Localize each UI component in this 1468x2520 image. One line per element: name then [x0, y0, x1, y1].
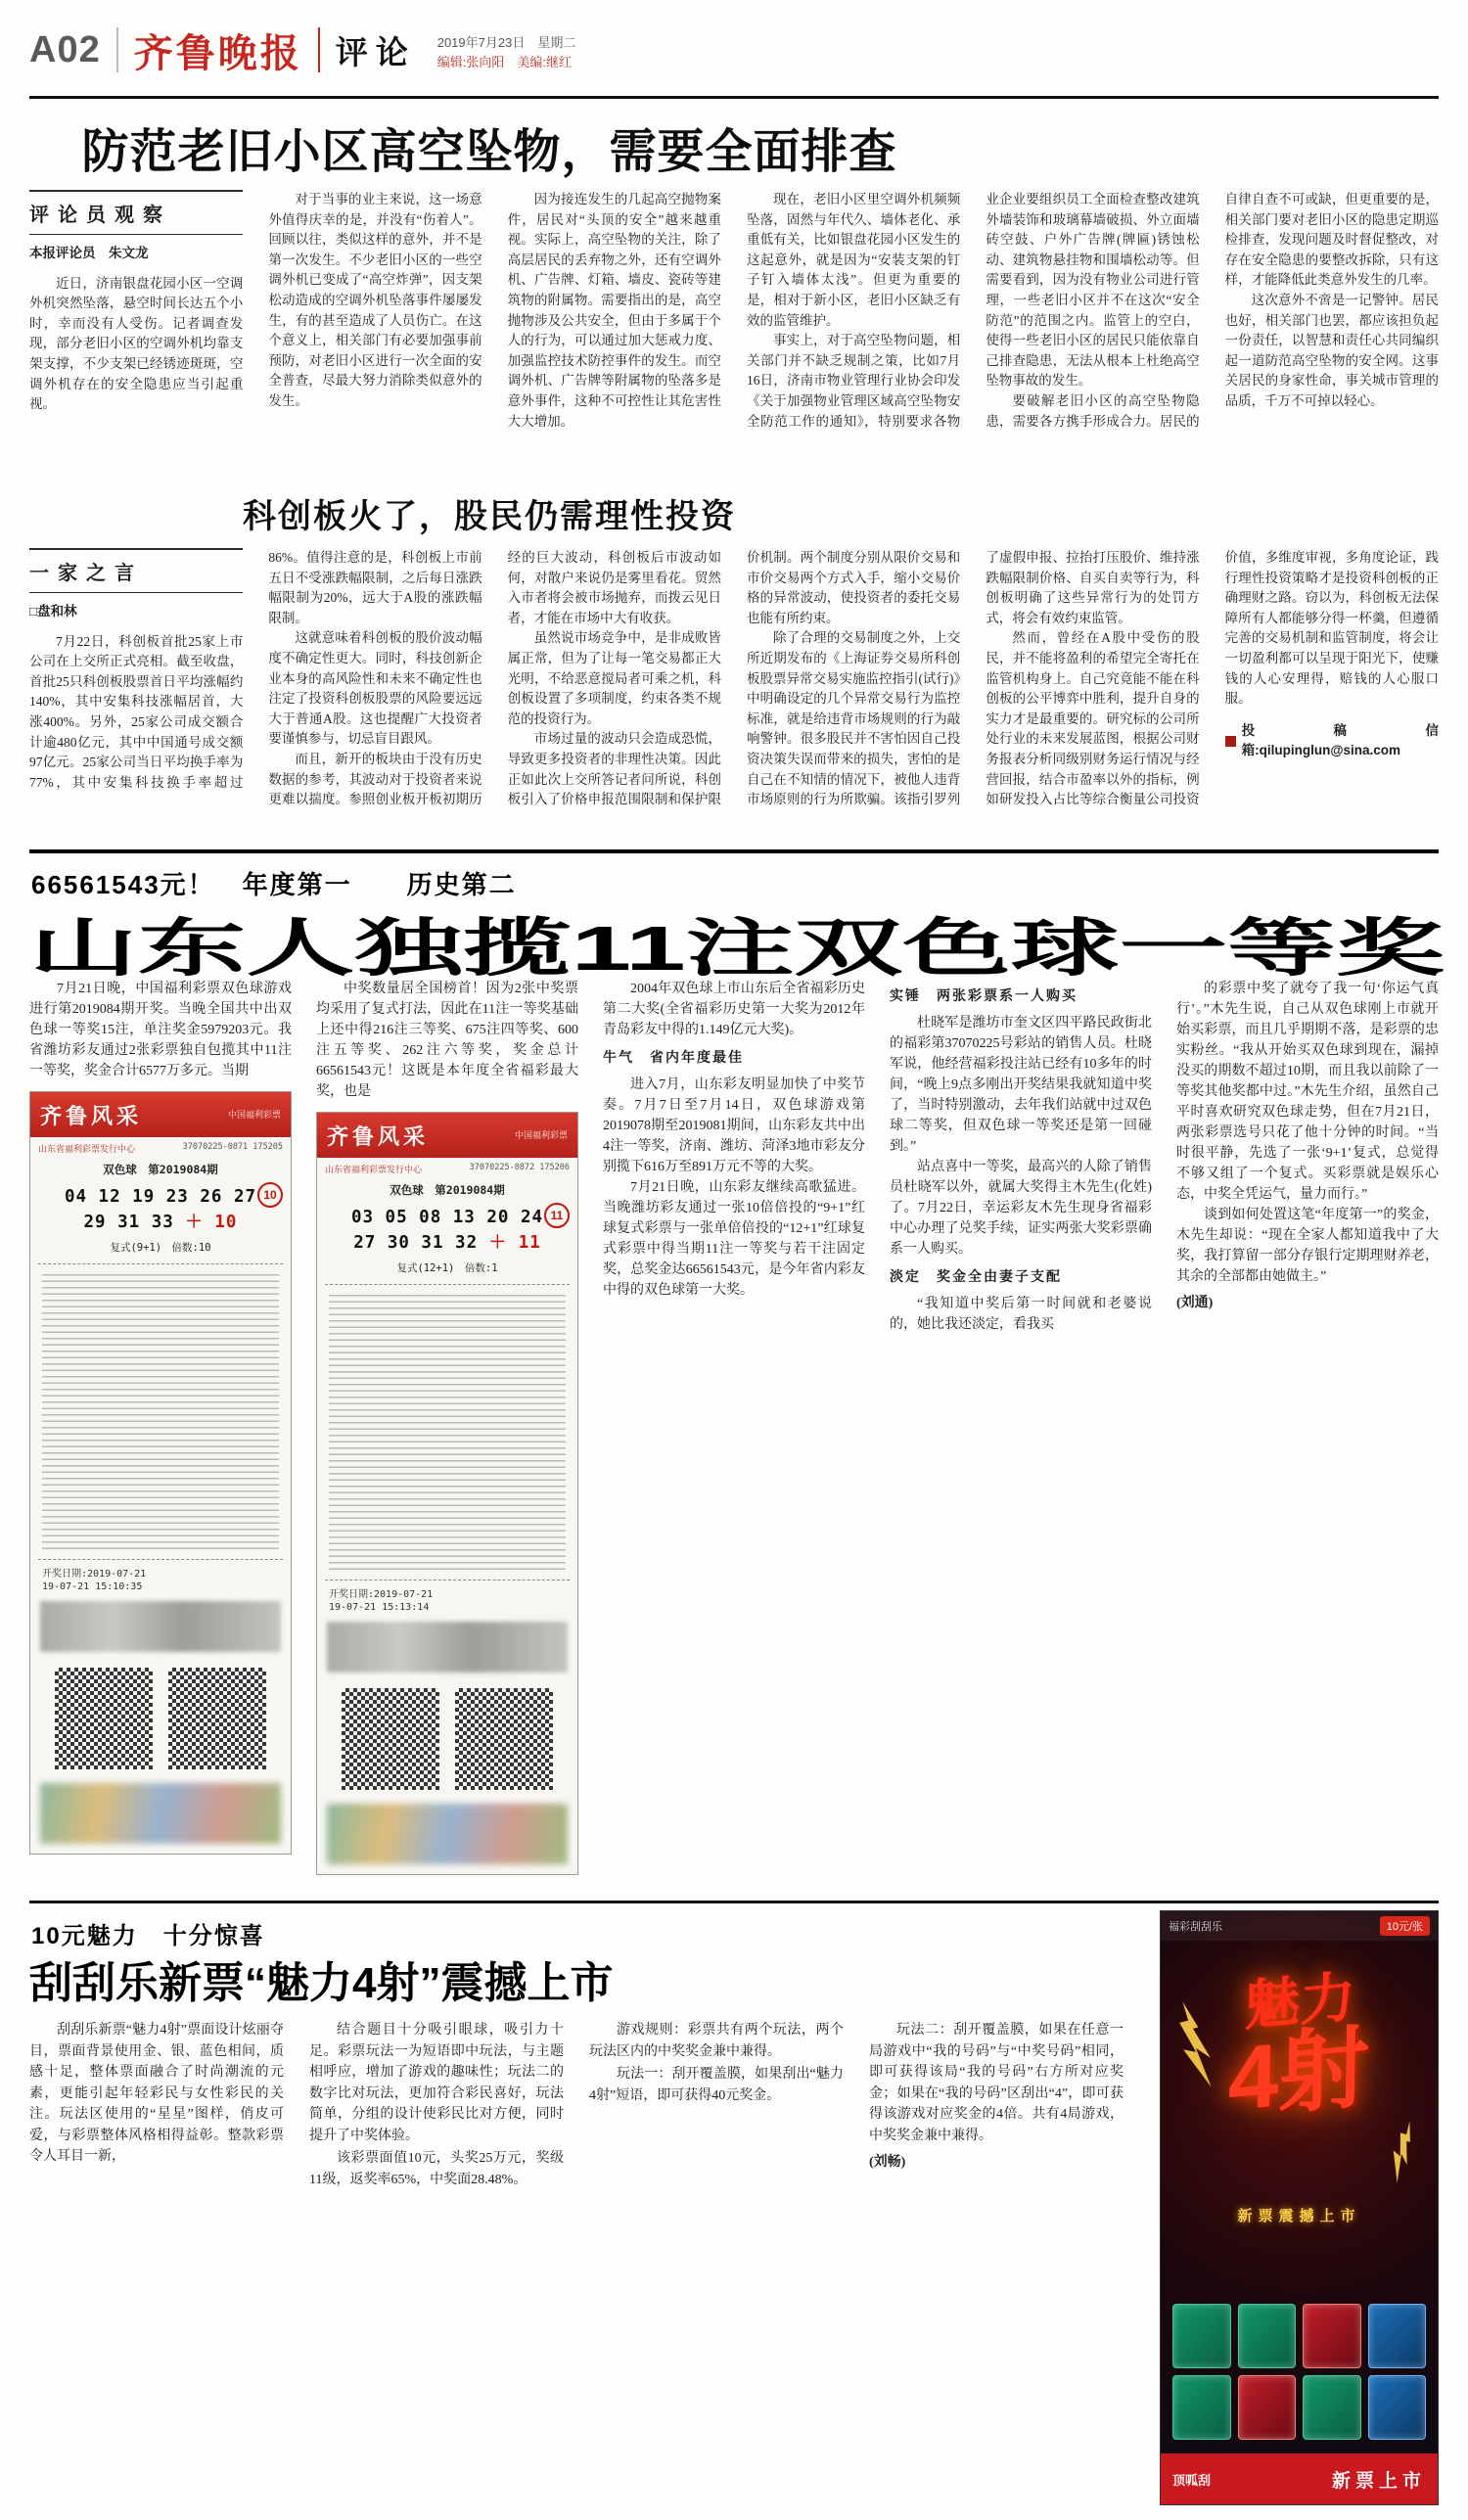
article1-column-label-box	[29, 190, 243, 235]
lottery-col-5	[1176, 979, 1439, 1313]
scratch-headline: 刮刮乐新票“魅力4射”震撼上市	[29, 1959, 614, 2007]
ticket-number-row	[323, 1230, 572, 1256]
ticket-color-strip	[40, 1783, 281, 1844]
lottery-byline: (刘通)	[1176, 1296, 1214, 1310]
lottery-col-2	[316, 979, 578, 1875]
ticket-date-line: 开奖日期:2019-07-21	[329, 1589, 434, 1600]
ticket-multiplier-badge: 10	[257, 1182, 283, 1208]
ticket-thumbnail	[1238, 2375, 1297, 2440]
paragraph: 玩法二：刮开覆盖膜，如果在任意一局游戏中“我的号码”与“中奖号码”相同，即可获得该局“我的号码”右方所对应奖金；如果在“我的号码”区刮出“4”，即可获得该游戏对应奖金的4倍。共有4局游戏，中奖奖金兼中兼得。	[869, 2023, 1124, 2143]
ticket-time-line: 19-07-21 15:10:35	[42, 1581, 143, 1592]
paragraph: 刮刮乐新票“魅力4射”票面设计炫丽夺目，票面背景使用金、银、蓝色相间，质感十足，整体票面融合了时尚潮流的元素，更能引起年轻彩民与女性彩民的关注。玩法区使用的“星星”图样，俏皮可爱，与彩票整体风格相得益彰。整款彩票令人耳目一新，	[29, 2023, 284, 2164]
scratch-col-1	[29, 2020, 284, 2505]
paragraph: 杜晓军是潍坊市奎文区四平路民政街北的福彩第37070225号彩站的销售人员。杜晓军说，他经营福彩投注站已经有10多年的时间，“晚上9点多刚出开奖结果我就知道中奖了，当时特别激动，去年我们站就中过双色球二等奖，但双色球一等奖还是第一回碰到。”	[890, 1016, 1152, 1154]
barcode-matrix-icon	[342, 1688, 439, 1790]
ticket-number-row: 04 12 19 23 26 27	[64, 1187, 257, 1207]
paragraph: 对于当事的业主来说，这一场意外值得庆幸的是，并没有“伤着人”。回顾以往，类似这样的意外，并不是第一次发生。不少老旧小区的一些空调外机已变成了“高空炸弹”，因支架松动造成的空调外机坠落事件屡屡发生，有的甚至造成了人员伤亡。在这个意义上，相关部门有必要加强事前预防，对老旧小区进行一次全面的安全普查，尽最大努力消除类似意外的发生。	[268, 192, 482, 408]
paragraph: 然而，曾经在A股中受伤的股民，并不能将盈利的希望完全寄托在监管机构身上。自己究竟能不能在科创板的公平博弈中胜利，提升自身的实力才是最重要的。研究标的公司所处行业的未来发展蓝图，根据公司财务报表分析同级别财务运行情况与经营回报，结合市盈率以外的指标，例如研发投入占比等综合衡量公司投资价值，多维度审视，多角度论证，践行理性投资策略才是投资科创板的正确理财之路。窃以为，科创板无法保障所有人都能够分得一杯羹，但遵循完善的交易机制和监管制度，将会让一切盈利都可以呈现于阳光下，使赚钱的人心安理得，赔钱的人心服口服。	[986, 550, 1439, 807]
brand-logo: 齐鲁晚报	[133, 30, 302, 75]
ticket-serial: 37070225-0872 175206	[469, 1163, 570, 1172]
redacted-strip	[40, 1601, 281, 1652]
ticket-brand-sub: 中国福利彩票	[227, 1109, 281, 1120]
barcode-matrix-icon	[455, 1688, 553, 1790]
paragraph: 站点喜中一等奖，最高兴的人除了销售员杜晓军以外，就属大奖得主木先生(化姓)了。7月22日，幸运彩友木先生现身省福彩中心办理了兑奖手续，证实两张大奖彩票确系一人购买。	[890, 1160, 1152, 1257]
ad-top-band	[1161, 1911, 1438, 1941]
ticket-brand: 齐鲁风采	[40, 1103, 143, 1128]
ticket-thumbnail	[1368, 2375, 1427, 2440]
ticket-color-strip	[327, 1804, 568, 1864]
ticket-thumbnail	[1172, 2304, 1231, 2368]
article2-headline: 科创板火了，股民仍需理性投资	[243, 498, 736, 535]
ticket-mode-line: 复式(9+1) 倍数:10	[110, 1242, 211, 1254]
ticket-number-row	[36, 1210, 285, 1235]
ticket-brand-sub: 中国福利彩票	[514, 1129, 568, 1140]
ticket-blue-number: ＋ 11	[488, 1233, 541, 1253]
ad-brand-text: 顶呱刮	[1172, 2472, 1212, 2488]
lottery-col-4	[890, 979, 1152, 1335]
subhead-shichui: 实锤 两张彩票系一人购买	[890, 987, 1078, 1003]
paragraph: 而且，新开的板块由于没有历史数据的参考，其波动对于投资者来说更难以揣度。参照创业板开板初期历经的巨大波动，科创板后市波动如何，对散户来说仍是雾里看花。贸然入市者将会被市场抛弃，而拨云见日者，才能在市场中大有收获。	[268, 550, 721, 807]
article1-body	[29, 190, 1439, 460]
ticket-org-row	[30, 1137, 291, 1157]
lightning-icon	[1380, 2118, 1428, 2187]
ticket-thumbnail	[1303, 2375, 1361, 2440]
article1-byline: 本报评论员 朱文龙	[29, 246, 149, 260]
article2-column-label: 一家之言	[29, 563, 143, 584]
ticket-divider	[38, 1559, 283, 1560]
paragraph: 的彩票中奖了就夸了我一句‘你运气真行’。”木先生说，自己从双色球刚上市就开始买彩票，而且几乎期期不落，是彩票的忠实粉丝。“我从开始买双色球到现在，漏掉没买的期数不超过10期，而且我以前除了一等奖其他奖都中过。”木先生介绍，虽然自己平时喜欢研究双色球走势，但在7月21日，两张彩票选号只花了他十分钟的时间。“当时很平静，先选了一张‘9+1’复式，总觉得不够又组了一个复式。买彩票就是娱乐心态，中奖全凭运气，量力而行。”	[1176, 982, 1439, 1202]
paragraph: 7月22日，科创板首批25家上市公司在上交所正式亮相。截至收盘，首批25只科创板股票首日平均涨幅约140%，其中安集科技涨幅居首，大涨400%。另外，25家公司成交额合计逾480亿元，其中中国通号成交额97亿元。25家公司当日平均换手率为77%，其中安集科技换手率超过86%。值得注意的是，科创板上市前五日不受涨跌幅限制，之后每日涨跌幅限制为20%，远大于A股的涨跌幅限制。	[29, 550, 482, 790]
paragraph: 7月21日晚，山东彩友继续高歌猛进。当晚潍坊彩友通过一张10倍倍投的“9+1”红球复式彩票与一张单倍倍投的“12+1”红球复式彩票中得当期11注一等奖与若干注固定奖，总奖金达66561543元，是今年省内彩友中得的双色球第一大奖。	[603, 1180, 865, 1298]
paragraph: 7月21日晚，中国福利彩票双色球游戏进行第2019084期开奖。当晚全国共中出双色球一等奖15注，单注奖金5979203元。我省潍坊彩友通过2张彩票独自包揽其中11注一等奖，奖金合计6577万多元。当期	[29, 982, 292, 1078]
scratch-byline: (刘畅)	[869, 2155, 906, 2170]
barcode-matrix-icon	[168, 1668, 266, 1769]
ticket-mode-line: 复式(12+1) 倍数:1	[396, 1262, 498, 1274]
paragraph: 现在，老旧小区里空调外机频频坠落，固然与年代久、墙体老化、承重低有关，比如银盘花园小区发生的这起意外，就是因为“安装支架的钉子钉入墙体太浅”。但更为重要的是，相对于新小区，老旧小区缺乏有效的监管维护。	[746, 192, 961, 328]
ticket-serial: 37070225-0871 175205	[182, 1142, 283, 1152]
ticket-thumbnail	[1172, 2375, 1231, 2440]
lottery-ticket-2	[316, 1112, 578, 1875]
paragraph: 这次意外不啻是一记警钟。居民也好，相关部门也罢，都应该担负起一份责任，以智慧和责任心共同编织起一道防范高空坠物的安全网。这事关居民的身家性命，事关城市管理的品质，千万不可掉以轻心。	[1224, 292, 1439, 408]
ticket-red-numbers: 29 31 33	[83, 1213, 174, 1232]
ticket-red-numbers: 27 30 31 32	[353, 1233, 479, 1253]
page-number: A02	[29, 28, 101, 70]
paragraph: 事实上，对于高空坠物问题，相关部门并不缺乏规制之策，比如7月16日，济南市物业管理行业协会印发《关于加强物业管理区域高空坠物安全防范工作的通知》，特别要求各物业企业要组织员工全面检查整改建筑外墙装饰和玻璃幕墙破损、外立面墙砖空鼓、户外广告牌(牌匾)锈蚀松动、建筑物悬挂物和围墙松动等。但需要看到，因为没有物业公司进行管理，一些老旧小区并不在这次“安全防范”的范围之内。监管上的空白，使得一些老旧小区的居民只能依靠自己排查隐患，无法从根本上杜绝高空坠物事故的发生。	[746, 192, 1200, 429]
paragraph: 近日，济南银盘花园小区一空调外机突然坠落，悬空时间长达五个小时，幸而没有人受伤。记者调查发现，部分老旧小区的空调外机均靠支架支撑，不少支架已经锈迹斑斑，空调外机存在的安全隐患应当引起重视。	[29, 275, 244, 412]
paragraph: 游戏规则：彩票共有两个玩法，两个玩法区内的中奖奖金兼中兼得。	[589, 2023, 844, 2059]
ad-title	[1160, 1962, 1439, 2131]
subhead-niuqi: 牛气 省内年度最佳	[603, 1049, 744, 1065]
mailbox-address: 投稿信箱:qilupinglun@sina.com	[1241, 722, 1439, 758]
scratch-kicker: 10元魅力 十分惊喜	[31, 1923, 265, 1949]
ticket-date-line: 开奖日期:2019-07-21	[42, 1569, 147, 1580]
paragraph: 2004年双色球上市山东后全省福彩历史第二大奖(全省福彩历史第一大奖为2012年青岛彩友中得的1.149亿元大奖)。	[603, 982, 865, 1037]
mailbox-icon	[1225, 736, 1236, 747]
subhead-danding: 淡定 奖金全由妻子支配	[890, 1268, 1062, 1284]
ticket-thumbnail	[1303, 2304, 1361, 2368]
lottery-headline: 山东人独揽11注双色球一等奖	[29, 913, 1445, 984]
lottery-body	[29, 979, 1439, 1875]
ticket-header	[317, 1113, 577, 1158]
section-title: 评论	[335, 33, 416, 70]
article2-byline: □盘和林	[29, 604, 77, 619]
ad-title-line2: 4射	[1227, 2017, 1370, 2130]
section-rule	[29, 849, 1439, 853]
ad-title-line1: 魅力	[1244, 1965, 1356, 2037]
ticket-game-line: 双色球 第2019084期	[103, 1163, 218, 1176]
paragraph: 进入7月，山东彩友明显加快了中奖节奏。7月7日至7月14日，双色球游戏第2019078期至2019081期间，山东彩友共中出4注一等奖，济南、潍坊、菏泽3地市彩友分别揽下616万至891万元不等的大奖。	[603, 1077, 865, 1174]
ticket-divider	[325, 1284, 570, 1285]
ticket-fine-print	[329, 1295, 566, 1570]
paragraph: 这就意味着科创板的股价波动幅度不确定性更大。同时，科技创新企业本身的高风险性和未来不确定性也注定了投资科创板股票的风险要远远大于普通A股。这也提醒广大投资者要谨慎参与，切忌盲目跟风。	[268, 630, 482, 747]
ad-price-tag: 10元/张	[1380, 1916, 1430, 1936]
editors-text: 编辑:张向阳 美编:继红	[436, 55, 572, 69]
ticket-org-row	[317, 1158, 577, 1177]
header-meta	[437, 27, 576, 72]
ticket-fine-print	[42, 1274, 279, 1549]
ticket-org: 山东省福利彩票发行中心	[325, 1165, 423, 1174]
paragraph: 要破解老旧小区的高空坠物隐患，需要各方携手形成合力。居民的自律自查不可或缺，但更重要的是，相关部门要对老旧小区的隐患定期巡检排查，发现问题及时督促整改，对存在安全隐患的要整改拆除，只有这样，才能降低此类意外发生的几率。	[986, 192, 1439, 429]
paragraph: 中奖数量居全国榜首！因为2张中奖票均采用了复式打法，因此在11注一等奖基础上还中得216注三等奖、675注四等奖、600注五等奖、262注六等奖，奖金总计66561543元！这既是本年度全省福彩最大奖，也是	[316, 982, 578, 1099]
ticket-barcode-row	[30, 1668, 291, 1769]
header-rule	[29, 96, 1439, 99]
scratch-col-3	[589, 2020, 844, 2505]
ticket-number-row: 03 05 08 13 20 24	[350, 1208, 544, 1227]
ticket-blue-number: ＋ 10	[185, 1213, 238, 1232]
page-header	[29, 14, 1439, 86]
ticket-brand: 齐鲁风采	[327, 1123, 430, 1149]
article1-headline: 防范老旧小区高空坠物，需要全面排查	[81, 126, 897, 178]
paragraph: 玩法一：刮开覆盖膜，如果刮出“魅力4射”短语，即可获得40元奖金。	[589, 2067, 844, 2103]
scratch-col-2	[309, 2020, 564, 2505]
paragraph: 该彩票面值10元，头奖25万元，奖级11级，返奖率65%，中奖面28.48%。	[309, 2151, 564, 2187]
paragraph: 除了合理的交易制度之外，上交所近期发布的《上海证券交易所科创板股票异常交易实施监控指引(试行)》中明确设定的几个异常交易行为监控标准，就是给违背市场规则的行为敲响警钟。很多股民并不害怕因自己投资决策失误而带来的损失，害怕的是自己在不知情的情况下，被他人违背市场原则的行为所欺骗。该指引罗列了虚假申报、拉抬打压股价、维持涨跌幅限制价格、自买自卖等行为，科创板明确了这些异常行为的处罚方式，将会有效约束监管。	[746, 550, 1200, 807]
scratch-col-4	[869, 2020, 1124, 2505]
ticket-multiplier-badge: 11	[544, 1203, 570, 1228]
article1-column-label: 评论员观察	[29, 205, 171, 226]
section-rule-2	[29, 1901, 1439, 1903]
date-text: 2019年7月23日 星期二	[436, 35, 576, 50]
scratch-ad-poster	[1160, 1910, 1439, 2505]
ticket-header	[30, 1092, 291, 1137]
ad-bottom-band	[1161, 2453, 1438, 2504]
ticket-time-line: 19-07-21 15:13:14	[329, 1602, 430, 1613]
ad-subtitle: 新票震撼上市	[1237, 2208, 1361, 2224]
paragraph: 因为接连发生的几起高空抛物案件，居民对“头顶的安全”越来越重视。实际上，高空坠物的关注，除了高层居民的丢弃物之外，还有空调外机、广告牌、灯箱、墙皮、瓷砖等建筑物的附属物。需要指出的是，高空抛物涉及公共安全，但由于多属于个人的行为，可以通过加大惩戒力度、加强监控技术防控事件的发生。而空调外机、广告牌等附属物的坠落多是意外事件，这种不可控性让其危害性大大增加。	[507, 192, 721, 429]
ticket-numbers	[317, 1201, 577, 1258]
ad-top-left-text: 福彩刮刮乐	[1169, 1921, 1222, 1933]
ticket-barcode-row	[317, 1688, 577, 1790]
ticket-divider	[38, 1263, 283, 1264]
ad-ticket-thumbnails	[1172, 2304, 1426, 2440]
lottery-col-1	[29, 979, 292, 1855]
ticket-numbers	[30, 1180, 291, 1237]
paragraph: 结合题目十分吸引眼球，吸引力十足。彩票玩法一为短语即中玩法，与主题相呼应，增加了游戏的趣味性；玩法二的数字比对玩法，更加符合彩民喜好，玩法简单，分组的设计使彩民比对方便，同时提升了中奖体验。	[309, 2023, 564, 2143]
ticket-game-line: 双色球 第2019084期	[390, 1183, 505, 1197]
paragraph: 虽然说市场竞争中，是非成败皆属正常，但为了让每一笔交易都正大光明，不给恶意搅局者可乘之机，科创板设置了多项制度，约束各类不规范的投资行为。	[507, 630, 721, 726]
header-divider-red	[318, 27, 320, 72]
ad-bottom-text: 新票上市	[1331, 2470, 1426, 2492]
ticket-thumbnail	[1368, 2304, 1427, 2368]
article2-column-label-box	[29, 548, 243, 593]
lottery-kicker: 66561543元！ 年度第一 历史第二	[31, 870, 517, 899]
redacted-strip	[327, 1622, 568, 1672]
paragraph: 市场过量的波动只会造成恐慌，导致更多投资者的非理性决策。因此正如此次上交所答记者问所说，科创板引入了价格申报范围限制和保护限价机制。两个制度分别从限价交易和市价交易两个方式入手，缩小交易价格的异常波动，使投资者的委托交易也能有所约束。	[507, 550, 961, 807]
paragraph: “我知道中奖后第一时间就和老婆说的，她比我还淡定，看我买	[890, 1297, 1152, 1332]
header-divider	[116, 27, 118, 72]
lottery-col-3	[603, 979, 865, 1301]
lottery-ticket-1	[29, 1091, 292, 1855]
mailbox-line	[1225, 721, 1439, 761]
article2-body	[29, 548, 1439, 834]
ticket-org: 山东省福利彩票发行中心	[38, 1144, 136, 1154]
paragraph: 谈到如何处置这笔“年度第一”的奖金，木先生却说：“现在全家人都知道我中了大奖，我打算留一部分存银行定期理财养老，其余的全部都由她做主。”	[1176, 1208, 1439, 1284]
scratch-body	[29, 2020, 1125, 2505]
ticket-thumbnail	[1238, 2304, 1297, 2368]
barcode-matrix-icon	[55, 1668, 153, 1769]
ticket-divider	[325, 1580, 570, 1581]
